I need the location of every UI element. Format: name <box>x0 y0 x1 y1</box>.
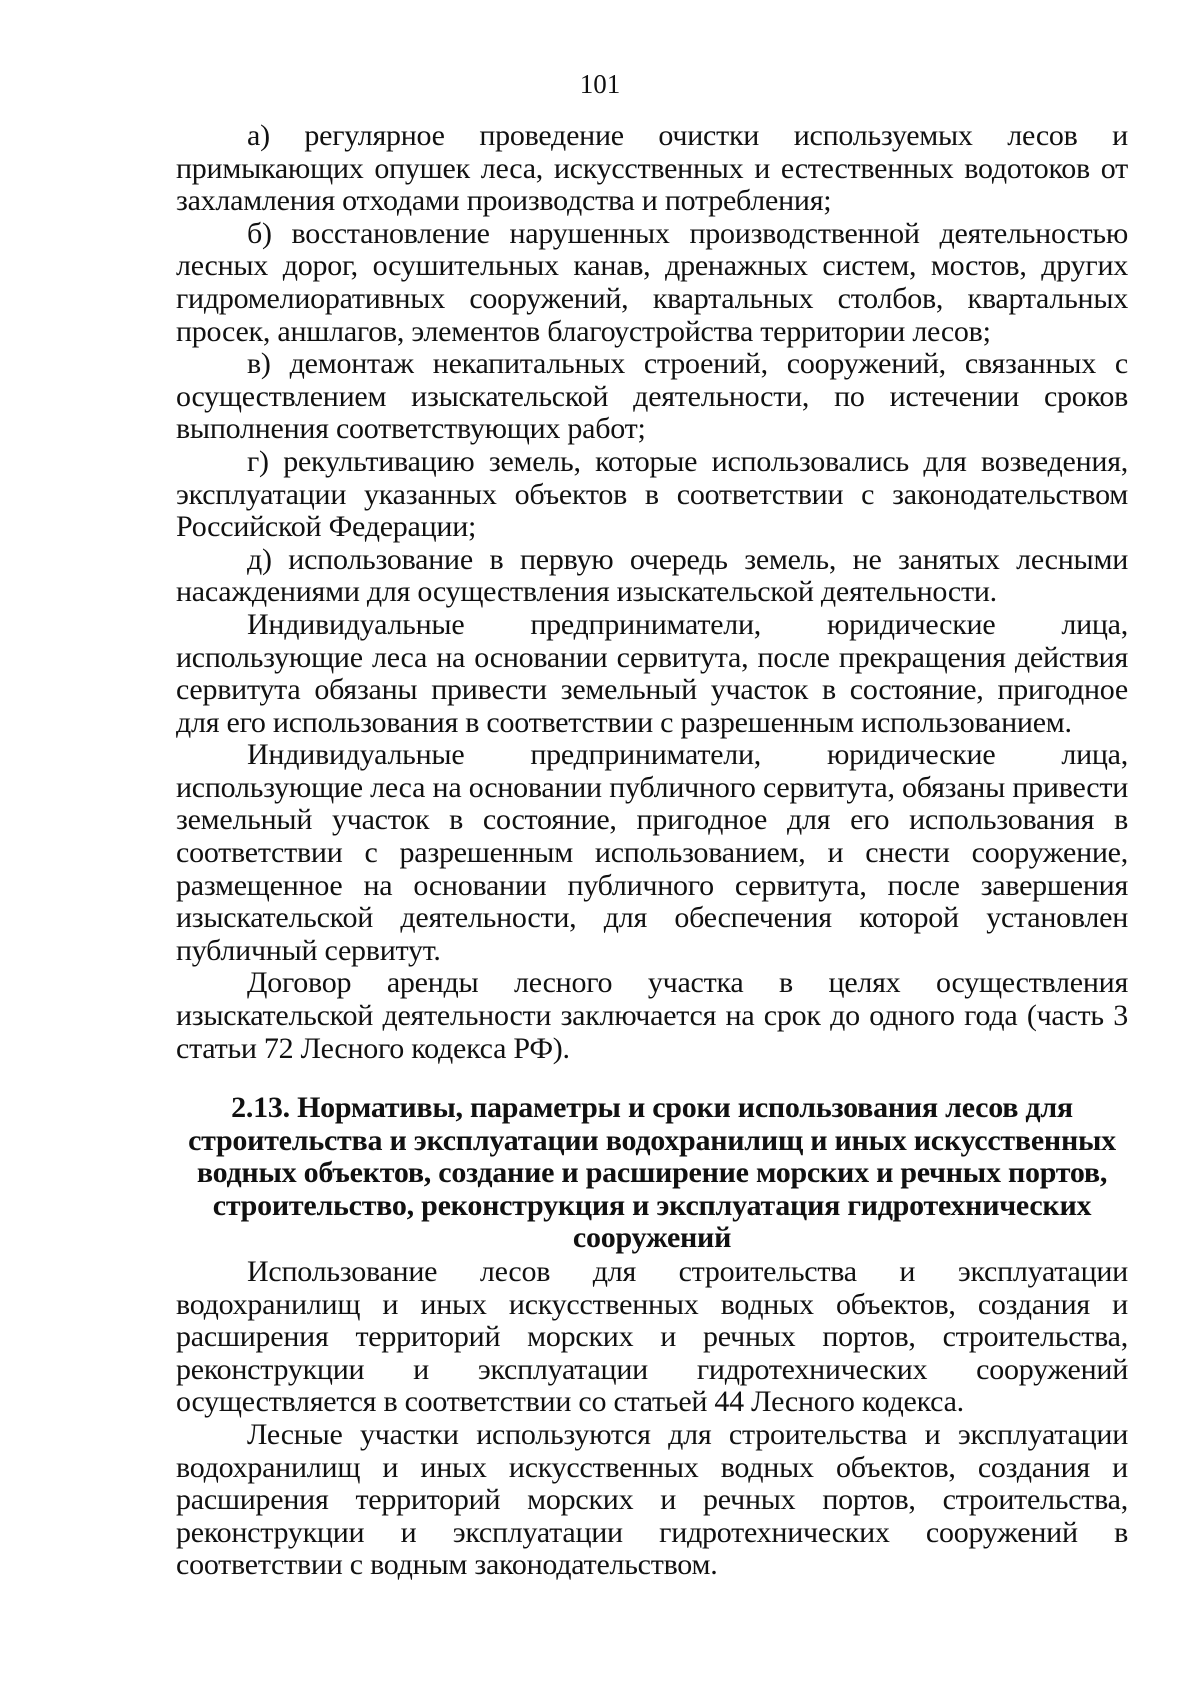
section-heading: 2.13. Нормативы, параметры и сроки использования лесов для строительства и эксплуатации водохранилищ и иных искусственных водных объектов, создание и расширение морских и речных портов, строительство, реконструкция и эксплуатация гидротехнических сооружений <box>188 1091 1116 1255</box>
paragraph-item-g: г) рекультивацию земель, которые использовались для возведения, эксплуатации указанных объектов в соответствии с законодательством Российской Федерации; <box>176 444 1128 544</box>
paragraph-servitude: Индивидуальные предприниматели, юридические лица, использующие леса на основании сервитута, после прекращения действия сервитута обязаны привести земельный участок в состояние, пригодное для его использования в соответствии с разрешенным использованием. <box>176 607 1128 739</box>
paragraph-item-a: а) регулярное проведение очистки используемых лесов и примыкающих опушек леса, искусственных и естественных водотоков от захламления отходами производства и потребления; <box>176 119 1128 218</box>
paragraph-lease-term: Договор аренды лесного участка в целях осуществления изыскательской деятельности заключается на срок до одного года (часть 3 статьи 72 Лесного кодекса РФ). <box>176 966 1128 1065</box>
page-number: 101 <box>579 69 621 99</box>
paragraph-article-44: Использование лесов для строительства и эксплуатации водохранилищ и иных искусственных водных объектов, создания и расширения территорий морских и речных портов, строительства, реконструкции и эксплуатации гидротехнических сооружений осуществляется в соответствии со статьей 44 Лесного кодекса. <box>176 1255 1128 1419</box>
paragraph-water-legislation: Лесные участки используются для строительства и эксплуатации водохранилищ и иных искусственных водных объектов, создания и расширения территорий морских и речных портов, строительства, реконструкции и эксплуатации гидротехнических сооружений в соответствии с водным законодательством. <box>176 1417 1128 1582</box>
paragraph-item-b: б) восстановление нарушенных производственной деятельностью лесных дорог, осушительных канав, дренажных систем, мостов, других гидромелиоративных сооружений, квартальных столбов, квартальных просек, аншлагов, элементов благоустройства территории лесов; <box>176 216 1128 348</box>
top-text-block <box>176 120 1128 1065</box>
paragraph-item-v: в) демонтаж некапитальных строений, сооружений, связанных с осуществлением изыскательской деятельности, по истечении сроков выполнения соответствующих работ; <box>176 347 1128 446</box>
paragraph-public-servitude: Индивидуальные предприниматели, юридические лица, использующие леса на основании публичного сервитута, обязаны привести земельный участок в состояние, пригодное для его использования в соответствии с разрешенным использованием, и снести сооружение, размещенное на основании публичного сервитута, после завершения изыскательской деятельности, для обеспечения которой установлен публичный сервитут. <box>176 738 1128 967</box>
paragraph-item-d: д) использование в первую очередь земель, не занятых лесными насаждениями для осуществления изыскательской деятельности. <box>176 542 1128 609</box>
section-text-block <box>176 1256 1128 1582</box>
